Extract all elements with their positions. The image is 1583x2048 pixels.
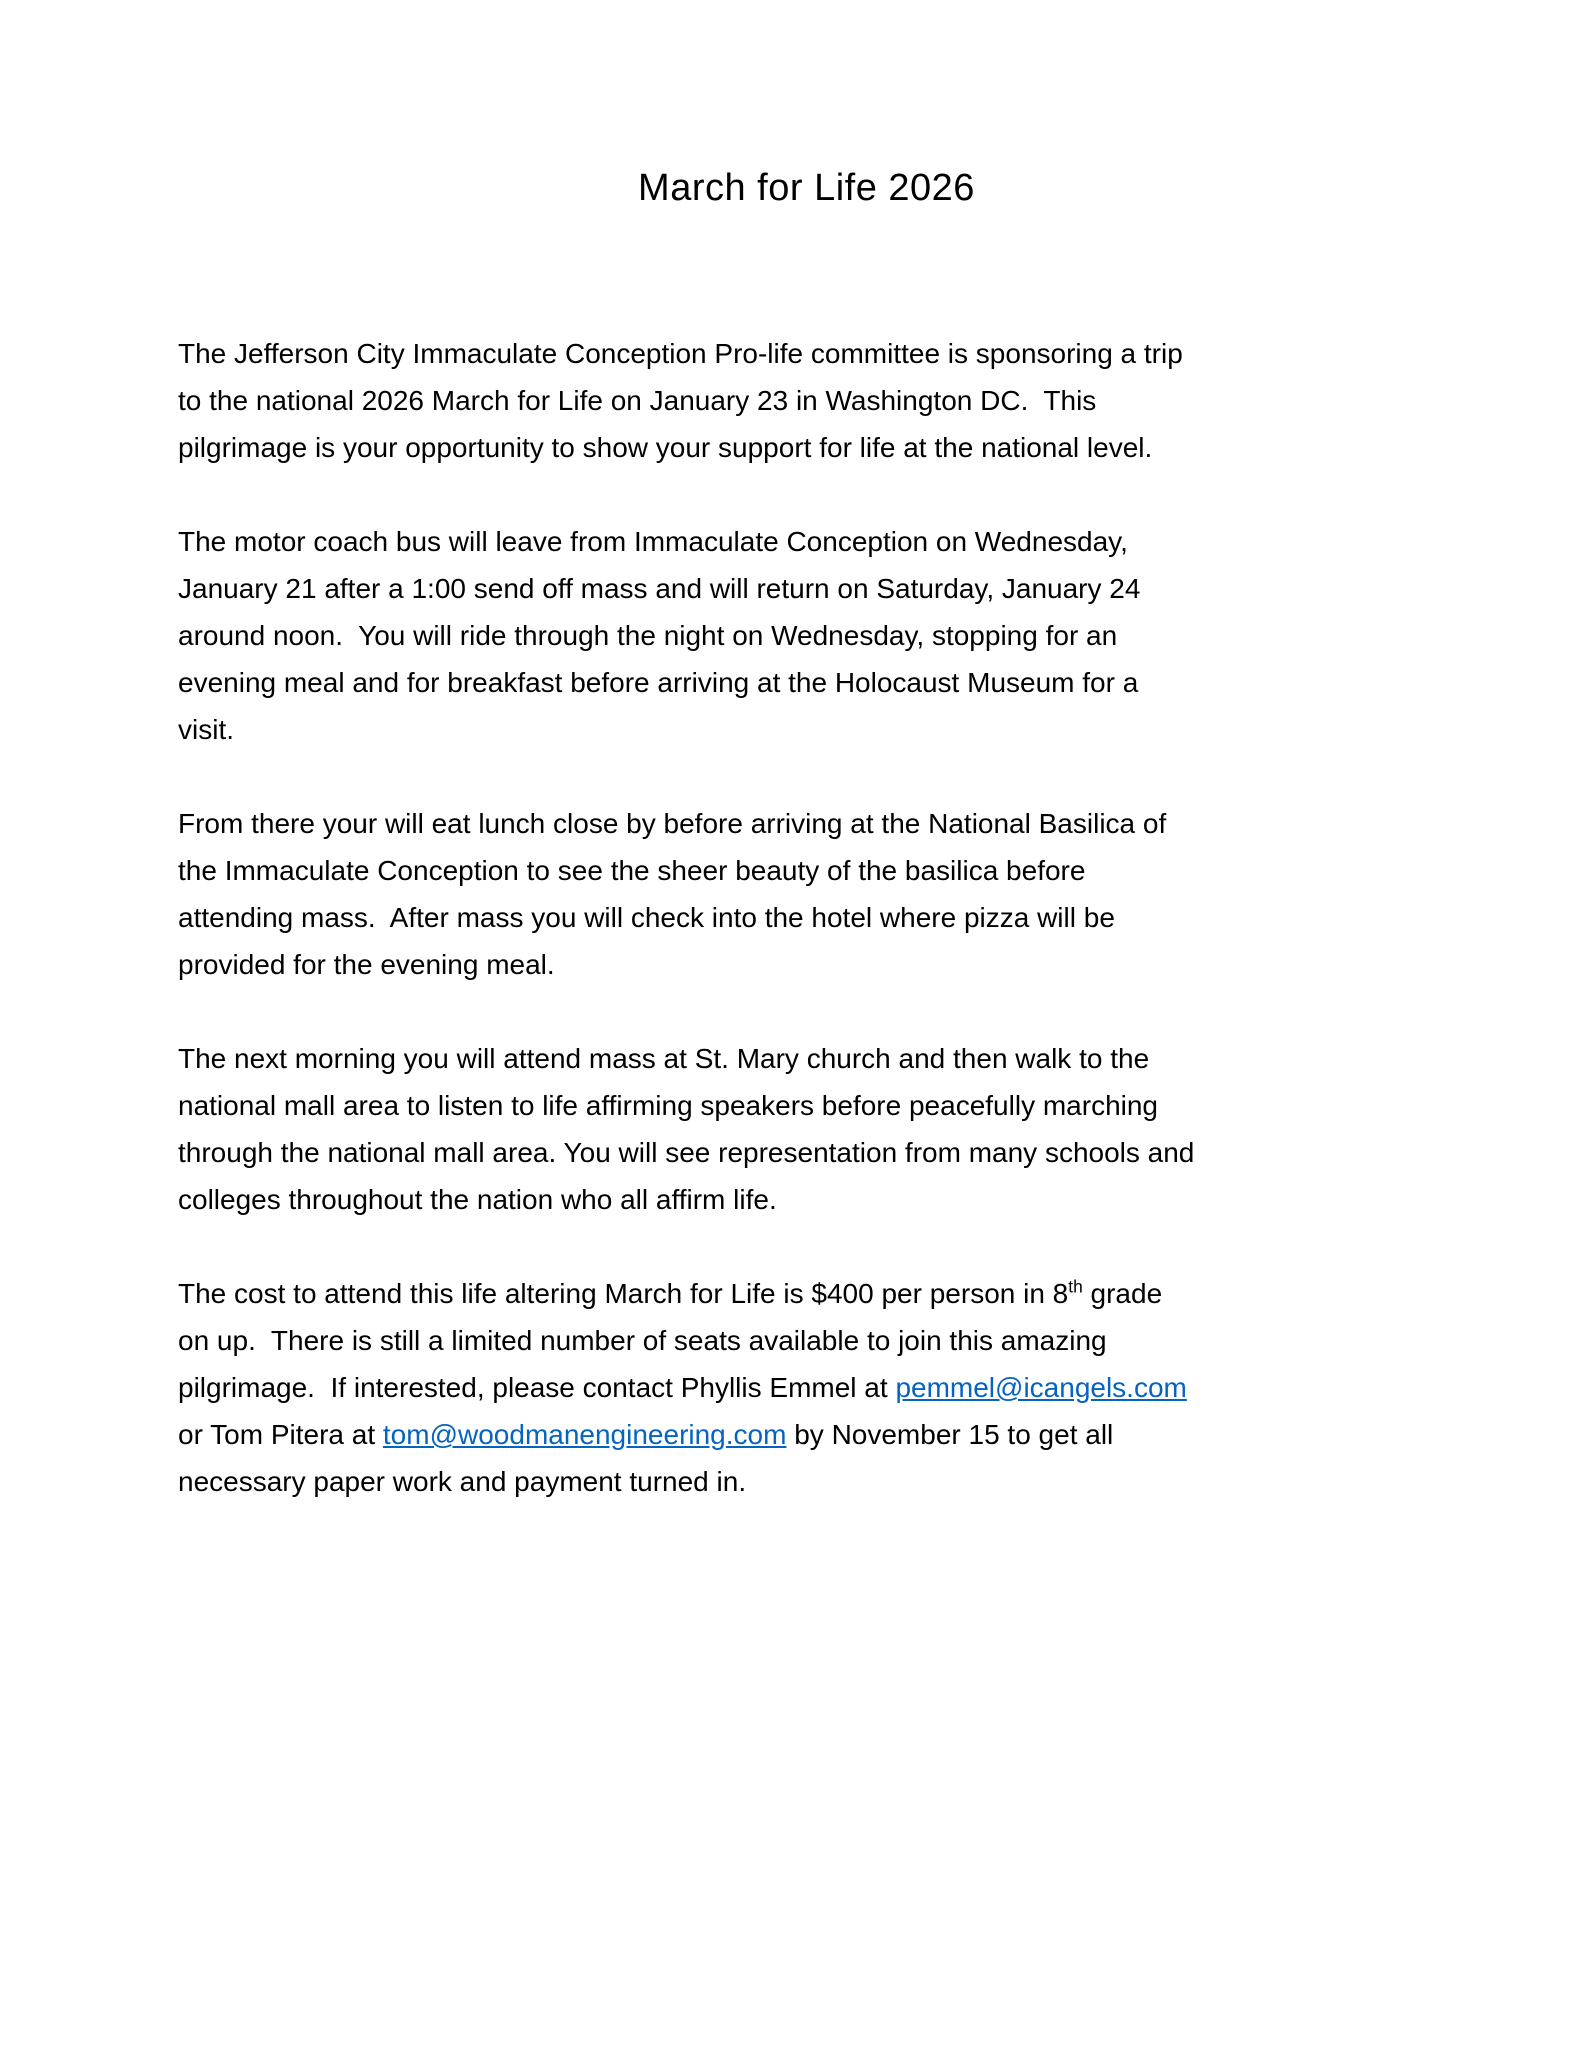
text-line xyxy=(178,847,1435,894)
document-body xyxy=(178,330,1435,1505)
text-segment: to the national 2026 March for Life on January 23 in Washington DC. This xyxy=(178,385,1097,416)
text-line xyxy=(178,1129,1435,1176)
text-line xyxy=(178,1035,1435,1082)
text-line xyxy=(178,1082,1435,1129)
text-line xyxy=(178,612,1435,659)
text-line xyxy=(178,518,1435,565)
text-segment: pilgrimage is your opportunity to show your support for life at the national level. xyxy=(178,432,1153,463)
text-line xyxy=(178,800,1435,847)
text-segment: attending mass. After mass you will check into the hotel where pizza will be xyxy=(178,902,1115,933)
ordinal-superscript: th xyxy=(1068,1276,1083,1297)
text-line xyxy=(178,330,1435,377)
text-segment: around noon. You will ride through the night on Wednesday, stopping for an xyxy=(178,620,1118,651)
text-segment: through the national mall area. You will see representation from many schools and xyxy=(178,1137,1195,1168)
text-segment: pilgrimage. If interested, please contact Phyllis Emmel at xyxy=(178,1372,896,1403)
text-segment: or Tom Pitera at xyxy=(178,1419,383,1450)
paragraph xyxy=(178,1035,1435,1223)
text-line xyxy=(178,1411,1435,1458)
text-segment: by November 15 to get all xyxy=(786,1419,1114,1450)
text-segment: necessary paper work and payment turned in. xyxy=(178,1466,747,1497)
text-segment: visit. xyxy=(178,714,234,745)
text-segment: national mall area to listen to life affirming speakers before peacefully marching xyxy=(178,1090,1158,1121)
text-line xyxy=(178,941,1435,988)
text-segment: The next morning you will attend mass at St. Mary church and then walk to the xyxy=(178,1043,1150,1074)
text-line xyxy=(178,565,1435,612)
email-link-phyllis-emmel[interactable]: pemmel@icangels.com xyxy=(895,1372,1187,1403)
paragraph xyxy=(178,800,1435,988)
text-line xyxy=(178,1364,1435,1411)
paragraph xyxy=(178,330,1435,471)
text-segment: grade xyxy=(1082,1278,1163,1309)
text-segment: The motor coach bus will leave from Immaculate Conception on Wednesday, xyxy=(178,526,1128,557)
text-segment: colleges throughout the nation who all affirm life. xyxy=(178,1184,777,1215)
text-line xyxy=(178,659,1435,706)
text-line xyxy=(178,706,1435,753)
paragraph xyxy=(178,518,1435,753)
text-line xyxy=(178,1458,1435,1505)
text-line xyxy=(178,1176,1435,1223)
email-link-tom-pitera[interactable]: tom@woodmanengineering.com xyxy=(382,1419,787,1450)
text-segment: evening meal and for breakfast before arriving at the Holocaust Museum for a xyxy=(178,667,1139,698)
text-line xyxy=(178,894,1435,941)
paragraph xyxy=(178,1270,1435,1505)
text-segment: provided for the evening meal. xyxy=(178,949,555,980)
text-line xyxy=(178,424,1435,471)
text-segment: the Immaculate Conception to see the sheer beauty of the basilica before xyxy=(178,855,1086,886)
text-segment: The cost to attend this life altering March for Life is $400 per person in 8 xyxy=(178,1278,1069,1309)
text-segment: January 21 after a 1:00 send off mass and will return on Saturday, January 24 xyxy=(178,573,1141,604)
document-title: March for Life 2026 xyxy=(638,167,975,209)
text-segment: on up. There is still a limited number of seats available to join this amazing xyxy=(178,1325,1107,1356)
text-line xyxy=(178,377,1435,424)
text-line xyxy=(178,1317,1435,1364)
text-segment: From there your will eat lunch close by before arriving at the National Basilica of xyxy=(178,808,1167,839)
text-line xyxy=(178,1270,1435,1317)
text-segment: The Jefferson City Immaculate Conception Pro-life committee is sponsoring a trip xyxy=(178,338,1183,369)
